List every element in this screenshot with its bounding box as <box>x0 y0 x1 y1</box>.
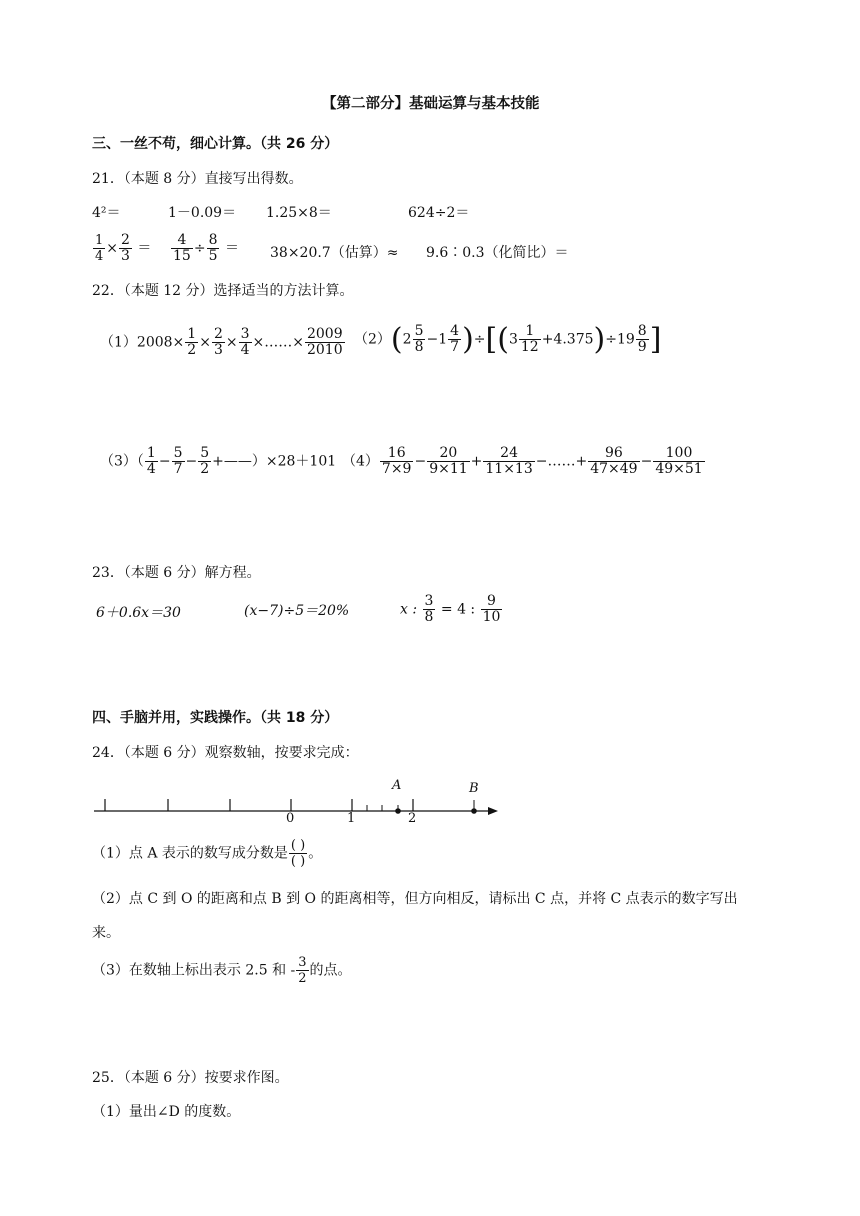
q22-p1: （1）2008× $\frac{1}{2}$ × $\frac{2}{3}$ × $\frac{3}{4}$ ×……× $\frac{2009}{2010}$ <box>100 326 343 358</box>
q22-p2: （2）(2 $\frac{5}{8}$ −1 $\frac{4}{7}$ )÷[(3 $\frac{1}{12}$ +4.375)÷19 $\frac{8}{9}$ ] <box>354 322 662 357</box>
section-3-title: 三、一丝不苟，细心计算。（共 26 分） <box>92 136 339 152</box>
q21-prompt: 21．（本题 8 分）直接写出得数。 <box>92 171 303 187</box>
q22-prompt: 22．（本题 12 分）选择适当的方法计算。 <box>92 283 354 299</box>
q23-eq2: (x−7)÷5＝20% <box>244 603 350 619</box>
axis-label-a: A <box>392 778 402 793</box>
q24-s2-line2: 来。 <box>92 925 120 941</box>
number-line <box>90 778 510 832</box>
part-title: 【第二部分】基础运算与基本技能 <box>322 96 540 112</box>
q21-r1-b: 1－0.09＝ <box>168 205 237 221</box>
q21-r2-c: 38×20.7（估算）≈ <box>270 245 399 261</box>
q25-prompt: 25．（本题 6 分）按要求作图。 <box>92 1070 289 1086</box>
number-line-arrow <box>488 807 498 815</box>
q24-s1: （1）点 A 表示的数写成分数是 $\frac{( )}{( )}$ 。 <box>92 838 323 869</box>
q23-eq3: x : $\frac{3}{8}$ = 4 : $\frac{9}{10}$ <box>400 593 501 625</box>
q23-eq1: 6＋0.6x＝30 <box>96 605 181 621</box>
q24-s3: （3）在数轴上标出表示 2.5 和 - $\frac{3}{2}$ 的点。 <box>92 955 352 986</box>
q21-r2-a: $\frac{1}{4}$ × $\frac{2}{3}$ ＝ <box>95 232 152 264</box>
q24-prompt: 24．（本题 6 分）观察数轴，按要求完成： <box>92 745 359 761</box>
q21-r2-b: $\frac{4}{15}$ ÷ $\frac{8}{5}$ ＝ <box>173 232 239 264</box>
axis-label-two: 2 <box>408 811 417 826</box>
axis-label-zero: 0 <box>286 811 295 826</box>
q21-r1-a: 4²＝ <box>92 205 121 221</box>
axis-label-b: B <box>469 781 479 796</box>
section-4-title: 四、手脑并用，实践操作。（共 18 分） <box>92 710 339 726</box>
q21-r1-c: 1.25×8＝ <box>266 205 332 221</box>
q21-r1-d: 624÷2＝ <box>408 205 470 221</box>
q22-p4: （4） $\frac{16}{7\times 9}$ − $\frac{20}{9\times 11}$ + $\frac{24}{11\times 13}$ −……+ $\frac{96}{47\times 49}$ − $\frac{100}{49\times 51}$ <box>342 445 703 477</box>
q23-prompt: 23．（本题 6 分）解方程。 <box>92 565 261 581</box>
q25-s1: （1）量出∠D 的度数。 <box>92 1104 241 1120</box>
q22-p3: （3）（ $\frac{1}{4}$ − $\frac{5}{7}$ − $\frac{5}{2}$ +——）×28＋101 <box>100 445 337 477</box>
axis-label-one: 1 <box>347 811 356 826</box>
q24-s2-line1: （2）点 C 到 O 的距离和点 B 到 O 的距离相等，但方向相反，请标出 C 点，并将 C 点表示的数字写出 <box>92 891 738 907</box>
point-a <box>395 808 401 814</box>
q21-r2-d: 9.6∶0.3（化简比）＝ <box>426 245 569 261</box>
